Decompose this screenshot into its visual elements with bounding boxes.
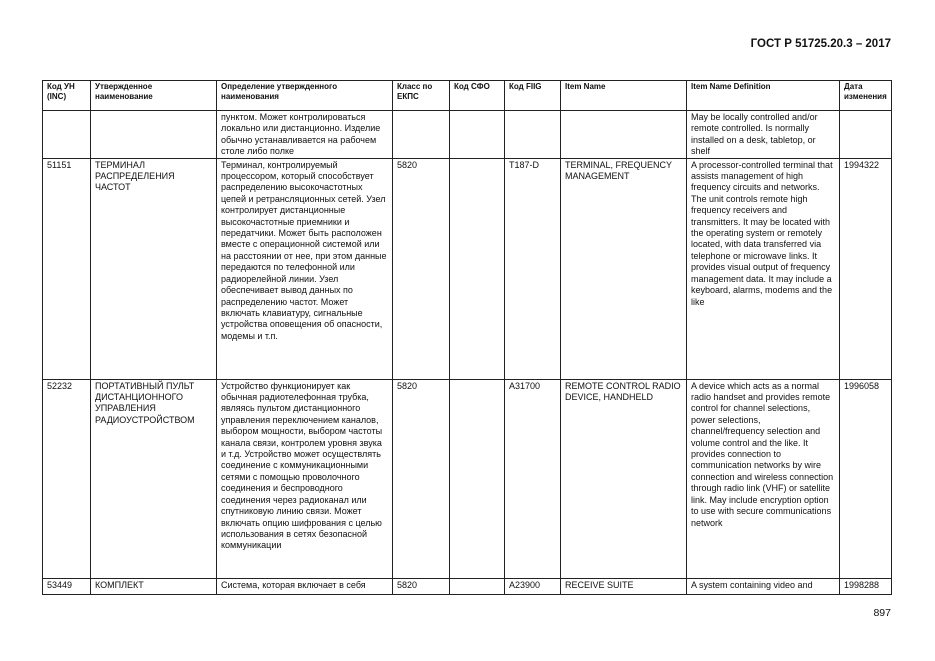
cell-fsc	[393, 111, 450, 159]
cell-definition-en: A system containing video and	[687, 578, 840, 594]
header-fsc-class: Класс по ЕКПС	[393, 81, 450, 111]
cell-sfo	[450, 158, 505, 379]
cell-definition-en: May be locally controlled and/or remote controlled. Is normally installed on a desk, tabletop, or shelf	[687, 111, 840, 159]
header-change-date: Дата изменения	[840, 81, 892, 111]
cell-name-ru	[91, 111, 217, 159]
cell-item-name	[561, 111, 687, 159]
cell-fiig: A31700	[505, 379, 561, 578]
cell-date: 1996058	[840, 379, 892, 578]
header-item-name: Item Name	[561, 81, 687, 111]
page-number: 897	[873, 607, 891, 619]
table-row-continuation	[43, 111, 892, 159]
cell-fiig: A23900	[505, 578, 561, 594]
cell-sfo	[450, 578, 505, 594]
header-inc: Код УН (INC)	[43, 81, 91, 111]
table-row	[43, 158, 892, 379]
cell-inc: 53449	[43, 578, 91, 594]
table-header-row	[43, 81, 892, 111]
cell-definition-ru: пунктом. Может контролироваться локально или дистанционно. Изделие обычно устанавливается на рабочем столе либо полке	[217, 111, 393, 159]
catalog-table	[42, 80, 892, 595]
cell-item-name: REMOTE CONTROL RADIO DEVICE, HANDHELD	[561, 379, 687, 578]
header-approved-name: Утвержденное наименование	[91, 81, 217, 111]
cell-date: 1998288	[840, 578, 892, 594]
header-name-definition: Определение утвержденного наименования	[217, 81, 393, 111]
cell-date: 1994322	[840, 158, 892, 379]
header-item-name-definition: Item Name Definition	[687, 81, 840, 111]
header-sfo-code: Код СФО	[450, 81, 505, 111]
cell-definition-en: A processor-controlled terminal that assists management of high frequency circuits and networks. The unit controls remote high frequency receivers and transmitters. It may be located with the operating system or remotely located, with data transferred via telephone or microwave links. It provides visual output of frequency management data. It may include a keyboard, alarms, modems and the like	[687, 158, 840, 379]
cell-fsc: 5820	[393, 578, 450, 594]
cell-item-name: RECEIVE SUITE	[561, 578, 687, 594]
cell-definition-ru: Устройство функционирует как обычная радиотелефонная трубка, являясь пультом дистанционного управления переключением каналов, выбором мощности, выбором частоты канала связи, контролем уровня звука и т.д. Устройство может осуществлять соединение с коммуникационными сетями с помощью проволочного соединения и беспроводного соединения через радиоканал или спутниковую линию связи. Может включать опцию шифрования с целью использования в сетях безопасной коммуникации	[217, 379, 393, 578]
cell-date	[840, 111, 892, 159]
cell-fsc: 5820	[393, 158, 450, 379]
cell-definition-ru: Система, которая включает в себя	[217, 578, 393, 594]
cell-definition-en: A device which acts as a normal radio handset and provides remote control for channel selections, power selections, channel/frequency selection and volume control and the like. It provides connection to communication networks by wire connection and wireless connection through radio link (VHF) or satellite link. May include encryption option to use with secure communications network	[687, 379, 840, 578]
cell-inc: 51151	[43, 158, 91, 379]
cell-name-ru: ПОРТАТИВНЫЙ ПУЛЬТ ДИСТАНЦИОННОГО УПРАВЛЕНИЯ РАДИОУСТРОЙСТВОМ	[91, 379, 217, 578]
cell-item-name: TERMINAL, FREQUENCY MANAGEMENT	[561, 158, 687, 379]
cell-sfo	[450, 111, 505, 159]
cell-name-ru: ТЕРМИНАЛ РАСПРЕДЕЛЕНИЯ ЧАСТОТ	[91, 158, 217, 379]
cell-definition-ru: Терминал, контролируемый процессором, который способствует распределению высокочастотных цепей и ретрансляционных сетей. Узел контролирует дистанционные высокочастотные приемники и передатчики. Может быть расположен вместе с операционной системой или на расстоянии от нее, при этом данные передаются по телефонной или радиорелейной линии. Узел обеспечивает вывод данных по распределению частот. Может включать клавиатуру, сигнальные устройства оповещения об опасности, модемы и т.п.	[217, 158, 393, 379]
cell-inc	[43, 111, 91, 159]
document-standard-id: ГОСТ Р 51725.20.3 – 2017	[750, 38, 891, 50]
cell-name-ru: КОМПЛЕКТ	[91, 578, 217, 594]
table-row	[43, 379, 892, 578]
cell-sfo	[450, 379, 505, 578]
cell-fiig: T187-D	[505, 158, 561, 379]
cell-fsc: 5820	[393, 379, 450, 578]
cell-inc: 52232	[43, 379, 91, 578]
cell-fiig	[505, 111, 561, 159]
table-row	[43, 578, 892, 594]
header-fiig-code: Код FIIG	[505, 81, 561, 111]
